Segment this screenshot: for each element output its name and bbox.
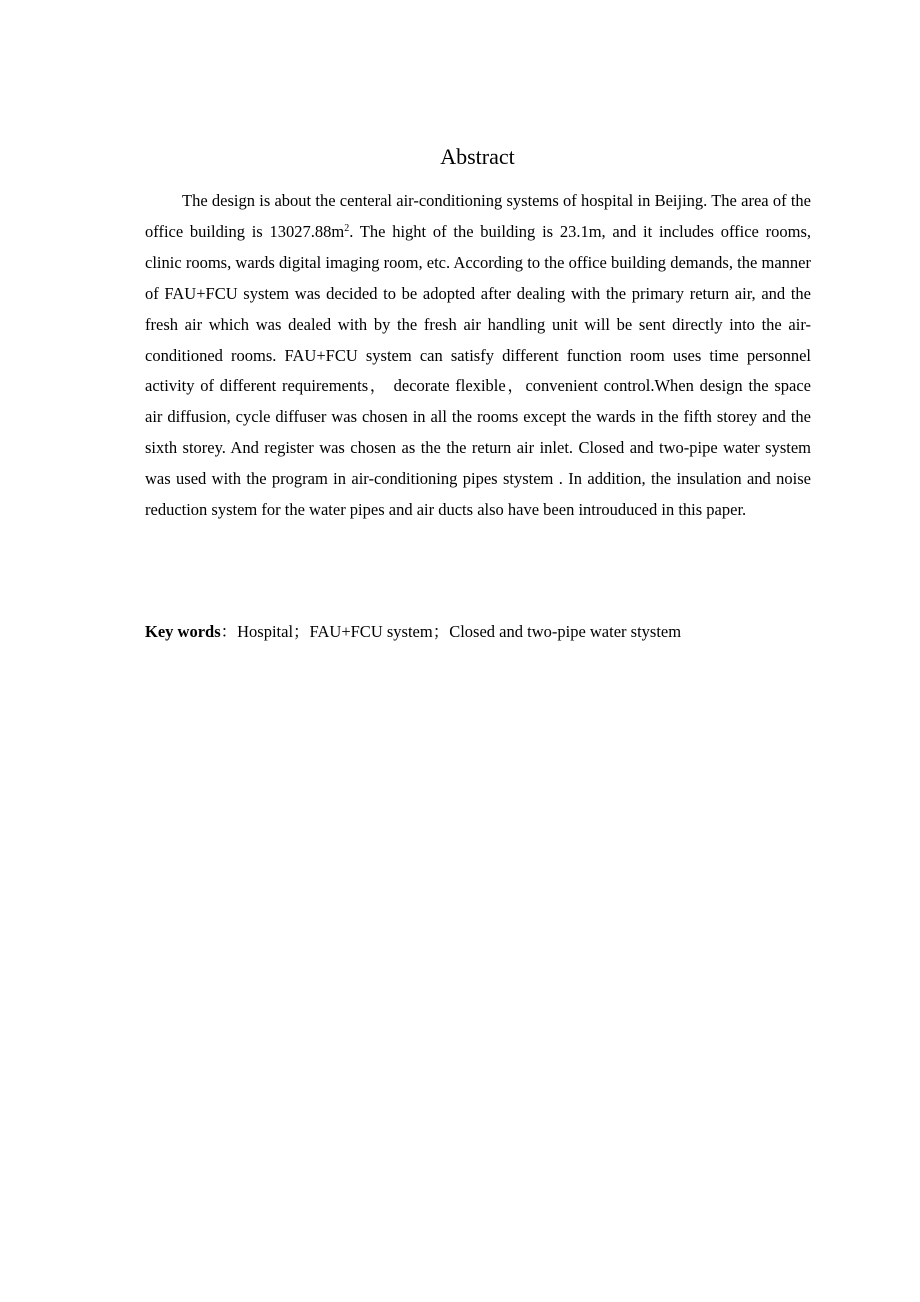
keywords-label-separator: ： (220, 622, 238, 641)
abstract-paragraph (145, 186, 811, 526)
area-unit-superscript: 2 (344, 222, 350, 234)
keywords-line (145, 618, 845, 646)
keyword-item: Closed and two-pipe water stystem (449, 622, 682, 641)
keyword-separator: ； (432, 622, 450, 641)
keywords-label: Key words (145, 622, 221, 641)
abstract-text-part2: . The hight of the building is 23.1m, and it includes office rooms, clinic rooms, wards digital imaging room, etc. According to the office building demands, the manner of FAU+FCU system was decided to be adopted after dealing with the primary return air, and the fresh air which was dealed with by the fresh air handling unit will be sent directly into the air-conditioned rooms. FAU+FCU system can satisfy different function room uses time personnel activity of different requirements， decorate flexible，convenient control.When design the space air diffusion, cycle diffuser was chosen in all the rooms except the wards in the fifth storey and the sixth storey. And register was chosen as the the return air inlet. Closed and two-pipe water system was used with the program in air-conditioning pipes stystem . In addition, the insulation and noise reduction system for the water pipes and air ducts also have been introuduced in this paper. (145, 221, 812, 520)
keyword-separator: ； (293, 622, 310, 641)
page-title: Abstract (440, 144, 515, 169)
abstract-text-part1: The design is about the centeral air-conditioning systems of hospital in Beijing. The area of the office building is 13027.88m (145, 191, 811, 241)
keyword-item: FAU+FCU system (309, 622, 433, 641)
keyword-item: Hospital (237, 622, 294, 641)
